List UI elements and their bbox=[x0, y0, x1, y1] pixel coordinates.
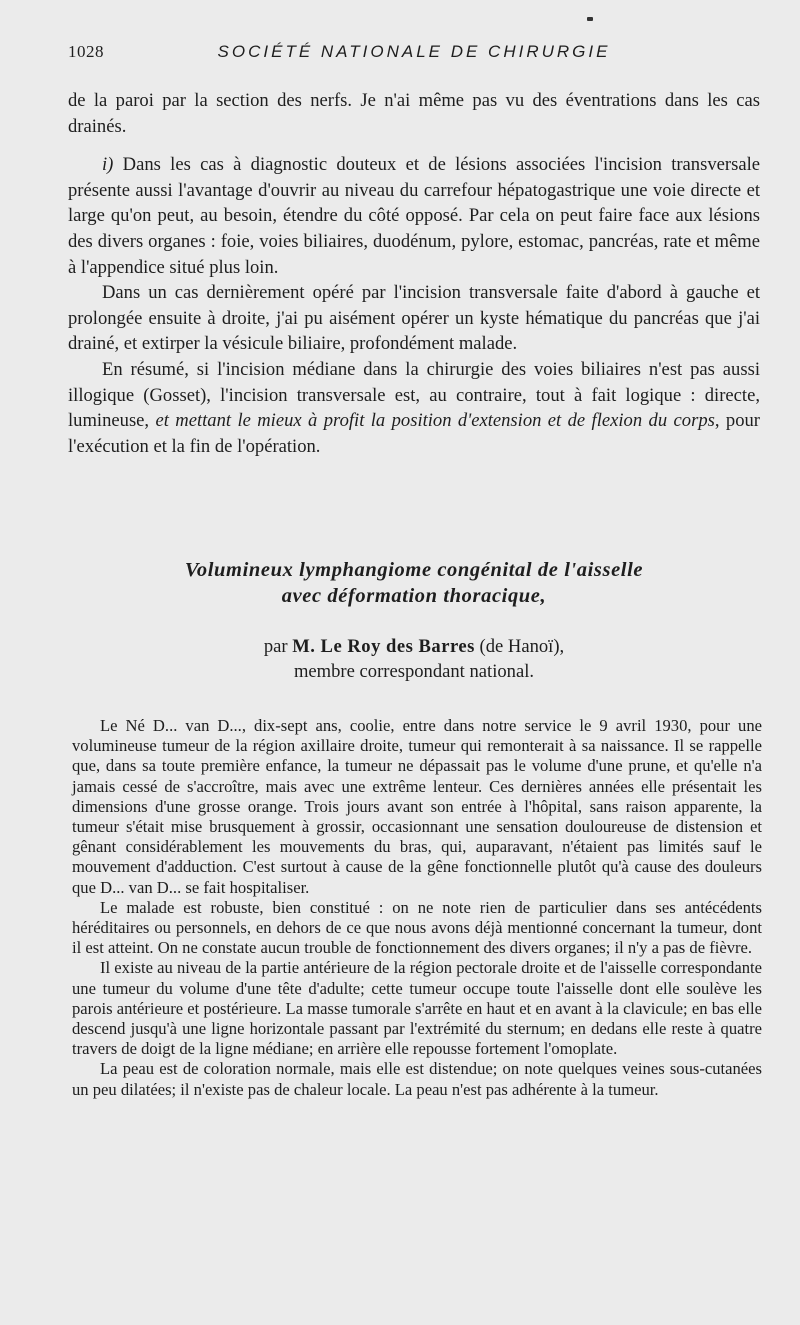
paragraph-text: Dans un cas dernièrement opéré par l'incision transversale faite d'abord à gauche et prolongée ensuite à droite, j'ai pu aisément opérer un kyste hématique du pancréas que j'ai drainé, et extirper la vésicule biliaire, profondément malade. bbox=[68, 282, 760, 355]
byline bbox=[68, 634, 760, 684]
byline-line bbox=[68, 634, 760, 659]
print-mark bbox=[587, 17, 593, 21]
body-paragraph: Il existe au niveau de la partie antérieure de la région pectorale droite et de l'aisselle correspondante une tumeur du volume d'une tête d'adulte; cette tumeur occupe toute l'aisselle dont elle soulève les parois antérieure et postérieure. La masse tumorale s'arrête en haut et en avant à la clavicule; en bas elle descend jusqu'à une ligne horizontale passant par l'extrémité du sternum; en dedans elle reste à quatre travers de doigt de la ligne médiane; en arrière elle repousse fortement l'omoplate. bbox=[72, 958, 762, 1059]
body-paragraph: Le Né D... van D..., dix-sept ans, coolie, entre dans notre service le 9 avril 1930, pour une volumineuse tumeur de la région axillaire droite, tumeur qui remonterait à sa naissance. Il se rappelle que, dans sa toute première enfance, la tumeur ne dépassait pas le volume d'une prune, et qu'elle n'a jamais cessé de s'accroître, mais avec une extrême lenteur. Ces dernières années elle présentait les dimensions d'une grosse orange. Trois jours avant son entrée à l'hôpital, sans raison apparente, la tumeur s'était mise brusquement à grossir, occasionnant une sensation douloureuse de distension et gênant considérablement les mouvements du bras, qui, auparavant, n'étaient pas limités sauf le mouvement d'adduction. C'est surtout à cause de la gêne fonctionnelle plutôt qu'à cause des douleurs que D... van D... se fait hospitaliser. bbox=[72, 716, 762, 897]
article-body bbox=[72, 716, 762, 1100]
paragraph-text: , pour l'exécution et la fin de l'opération. bbox=[68, 410, 760, 457]
author-name: M. Le Roy des Barres bbox=[292, 636, 475, 657]
article-title-line: avec déformation thoracique, bbox=[281, 585, 547, 607]
running-title: SOCIÉTÉ NATIONALE DE CHIRURGIE bbox=[217, 42, 611, 61]
paragraph-text: Dans les cas à diagnostic douteux et de lésions associées l'incision transversale présente aussi l'avantage d'ouvrir au niveau du carrefour hépatogastrique une voie directe et large qu'on peut, au besoin, étendre du côté opposé. Par cela on peut faire face aux lésions des divers organes : foie, voies biliaires, duodénum, pylore, estomac, pancréas, rate et même à l'appendice situé plus loin. bbox=[68, 154, 760, 278]
previous-article-text bbox=[68, 88, 760, 459]
body-paragraph: Le malade est robuste, bien constitué : on ne note rien de particulier dans ses antécédents héréditaires ou personnels, en dehors de ce que nous avons déjà mentionné concernant la tumeur, dont il est atteint. On ne constate aucun trouble de fonctionnement des divers organes; il n'y a pas de fièvre. bbox=[72, 897, 762, 958]
paragraph-case bbox=[68, 280, 760, 357]
list-marker: i) bbox=[102, 154, 114, 176]
author-role: membre correspondant national. bbox=[293, 661, 535, 682]
page-header bbox=[68, 42, 760, 66]
article-title-line: Volumineux lymphangiome congénital de l'aisselle bbox=[184, 559, 644, 581]
body-paragraph: La peau est de coloration normale, mais elle est distendue; on note quelques veines sous-cutanées un peu dilatées; il n'existe pas de chaleur locale. La peau n'est pas adhérente à la tumeur. bbox=[72, 1059, 762, 1099]
author-affiliation: (de Hanoï), bbox=[474, 636, 565, 657]
italic-phrase: et mettant le mieux à profit la position d'extension et de flexion du corps bbox=[155, 410, 715, 432]
page-number: 1028 bbox=[68, 42, 104, 61]
paragraph-continuation bbox=[68, 88, 760, 139]
paragraph-text: de la paroi par la section des nerfs. Je n'ai même pas vu des éventrations dans les cas drainés. bbox=[68, 90, 760, 137]
paragraph-i bbox=[68, 152, 760, 280]
article-title bbox=[68, 557, 760, 609]
paragraph-summary bbox=[68, 357, 760, 459]
paragraph-text: En résumé, si l'incision médiane dans la chirurgie des voies biliaires n'est pas aussi illogique (Gosset), l'incision transversale est, au contraire, tout à fait logique : directe, lumineuse, bbox=[68, 358, 760, 432]
byline-prefix: par bbox=[263, 636, 293, 657]
